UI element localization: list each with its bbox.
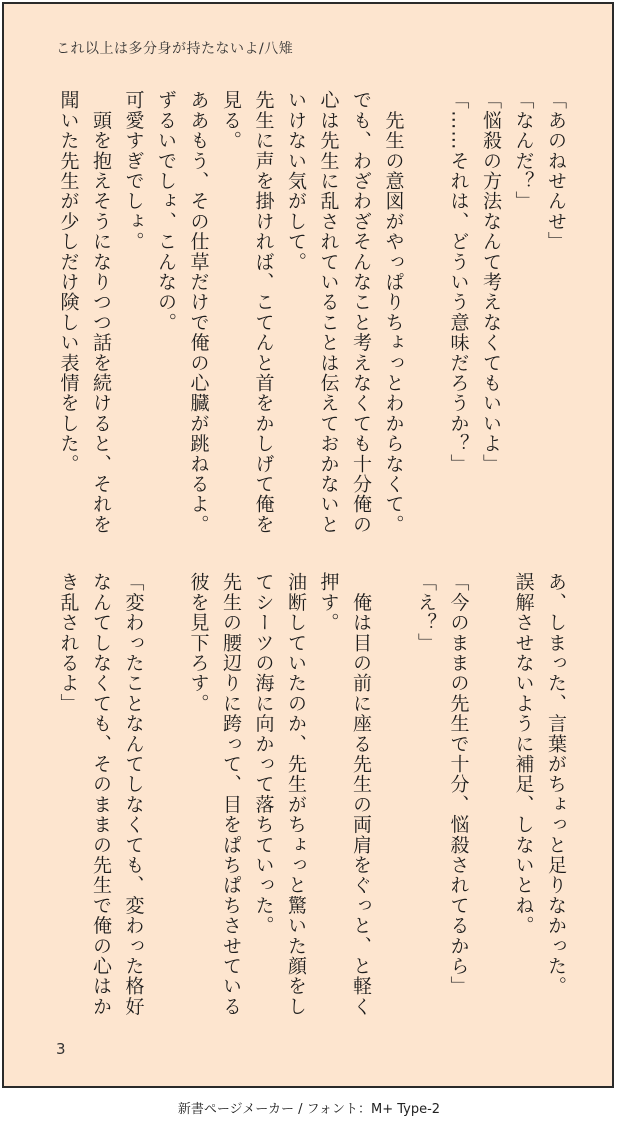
text-line: 「あのねせんせ」 <box>545 90 567 252</box>
text-line: 「え？」 <box>415 572 437 653</box>
text-line: 誤解させないように補足、しないとね。 <box>512 572 535 936</box>
footer-credit: 新書ページメーカー / フォント：M+ Type-2 <box>177 1102 441 1117</box>
text-line: 「今のままの先生で十分、悩殺されてるから」 <box>447 572 470 997</box>
text-line: 聞いた先生が少しだけ険しい表情をした。 <box>57 90 80 474</box>
text-line: てシーツの海に向かって落ちていった。 <box>252 572 275 936</box>
text-line: 先生に声を掛ければ、こてんと首をかしげて俺を <box>252 90 275 535</box>
text-line: あ、しまった、言葉がちょっと足りなかった。 <box>545 572 567 997</box>
text-line: 「悩殺の方法なんて考えなくてもいいよ」 <box>480 90 502 474</box>
text-line: ずるいでしょ、こんなの。 <box>155 90 177 333</box>
text-line: ああもう、その仕草だけで俺の心臓が跳ねるよ。 <box>187 90 210 535</box>
top-text-block <box>52 90 572 535</box>
text-line: 頭を抱えそうになりつつ話を続けると、それを <box>90 90 112 535</box>
text-line: 心は先生に乱されていることは伝えておかないと <box>317 90 340 535</box>
text-line: なんてしなくても、そのままの先生で俺の心はか <box>90 572 112 1017</box>
page-number: 3 <box>56 1040 66 1058</box>
text-line: 「なんだ？」 <box>512 90 535 212</box>
text-line <box>475 572 508 1012</box>
page-header-title: これ以上は多分身が持たないよ/八雉 <box>56 41 294 57</box>
text-line: 先生の意図がやっぱりちょっとわからなくて。 <box>382 90 405 535</box>
text-line: でも、わざわざそんなこと考えなくても十分俺の <box>350 90 372 535</box>
text-line <box>377 572 410 1012</box>
text-line: 見る。 <box>220 90 242 151</box>
text-line <box>150 572 183 1012</box>
text-line <box>410 90 443 530</box>
text-line: 押す。 <box>317 572 340 633</box>
text-line: 先生の腰辺りに跨って、目をぱちぱちさせている <box>220 572 242 1017</box>
book-page <box>2 2 614 1088</box>
text-line: 彼を見下ろす。 <box>187 572 210 714</box>
text-line: 「……それは、どういう意味だろうか？」 <box>447 90 470 474</box>
text-line: いけない気がして。 <box>285 90 307 272</box>
text-line: き乱されるよ」 <box>57 572 80 714</box>
text-line: 可愛すぎでしょ。 <box>122 90 145 252</box>
text-line: 「変わったことなんてしなくても、変わった格好 <box>122 572 145 1017</box>
bottom-text-block <box>52 572 572 1017</box>
text-line: 俺は目の前に座る先生の両肩をぐっと、と軽く <box>350 572 372 1017</box>
text-line: 油断していたのか、先生がちょっと驚いた顔をし <box>285 572 307 1017</box>
